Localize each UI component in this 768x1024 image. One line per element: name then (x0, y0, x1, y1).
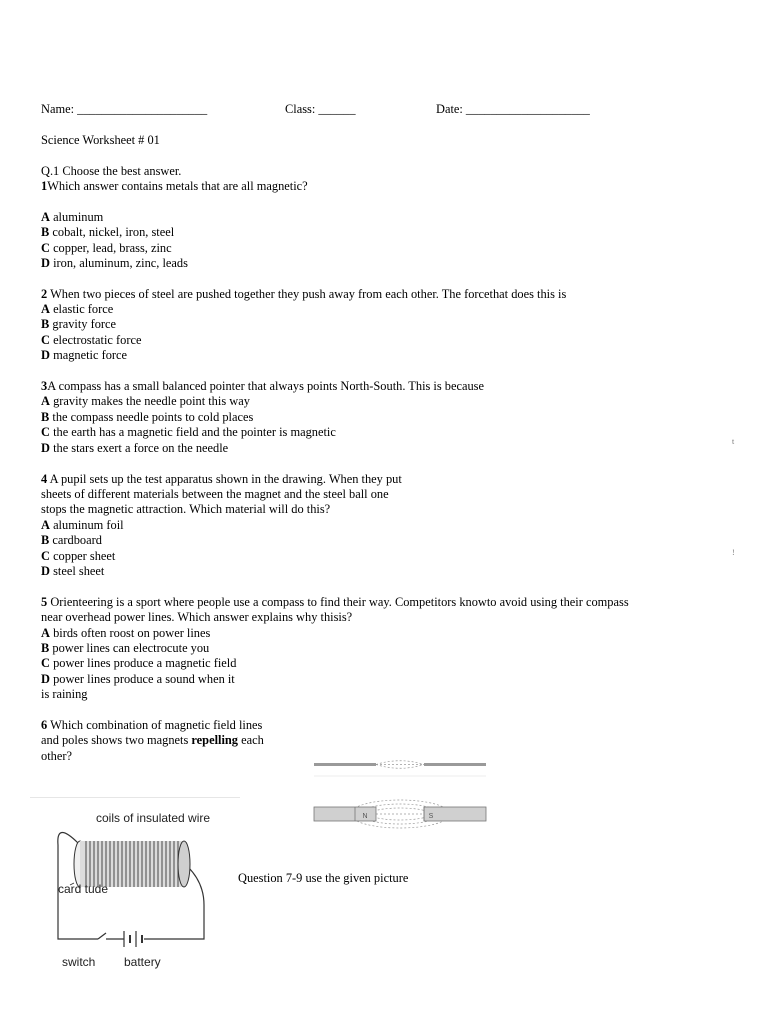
question-4-option-b: B cardboard (41, 533, 102, 547)
magnet-pair-thin-image (314, 760, 486, 780)
question-4-option-d: D steel sheet (41, 564, 105, 578)
question-1-option-d: D iron, aluminum, zinc, leads (41, 256, 188, 270)
question-1-option-c: C copper, lead, brass, zinc (41, 241, 172, 255)
question-4-option-c: C copper sheet (41, 549, 116, 563)
question-3-option-c: C the earth has a magnetic field and the pointer is magnetic (41, 425, 336, 439)
question-1-stem: 1Which answer contains metals that are all magnetic? (41, 179, 308, 193)
date-field-label: Date: ____________________ (436, 102, 590, 116)
question-3-option-d: D the stars exert a force on the needle (41, 441, 229, 455)
question-7-9-instruction: Question 7-9 use the given picture (238, 871, 409, 885)
question-5-option-b: B power lines can electrocute you (41, 641, 210, 655)
switch-label: switch (62, 955, 96, 969)
question-5-option-d-continued: is raining (41, 687, 88, 701)
question-6-stem-line-3: other? (41, 749, 72, 763)
question-2-stem: 2 When two pieces of steel are pushed together they push away from each other. The forcethat does this is (41, 287, 567, 301)
question-3-option-a: A gravity makes the needle point this way (41, 394, 250, 408)
magnet-pole-s-label: S (428, 813, 434, 820)
magnet-pole-n-label: N (362, 813, 368, 820)
worksheet-title: Science Worksheet # 01 (41, 133, 160, 147)
name-field-label: Name: _____________________ (41, 102, 208, 116)
question-4-stem-line-1: 4 A pupil sets up the test apparatus shown in the drawing. When they put (41, 472, 402, 486)
question-2-option-c: C electrostatic force (41, 333, 142, 347)
question-6-stem-line-2: and poles shows two magnets repelling each (41, 733, 264, 747)
question-2-option-a: A elastic force (41, 302, 114, 316)
question-6-stem-line-1: 6 Which combination of magnetic field lines (41, 718, 263, 732)
question-3-stem: 3A compass has a small balanced pointer that always points North-South. This is because (41, 379, 485, 393)
question-5-option-a: A birds often roost on power lines (41, 626, 211, 640)
question-1-option-a: A aluminum (41, 210, 104, 224)
magnet-pair-labelled-image (314, 798, 486, 830)
question-2-option-b: B gravity force (41, 317, 117, 331)
question-5-stem-line-1: 5 Orienteering is a sport where people use a compass to find their way. Competitors knowto avoid using their compass (41, 595, 629, 609)
question-4-stem-line-3: stops the magnetic attraction. Which material will do this? (41, 502, 331, 516)
class-field-label: Class: ______ (285, 102, 356, 116)
section-heading: Q.1 Choose the best answer. (41, 164, 182, 178)
coil-label: coils of insulated wire (96, 811, 211, 825)
card-tube-label: card tude (58, 882, 109, 896)
margin-mark: t (732, 437, 735, 446)
question-5-option-d: D power lines produce a sound when it (41, 672, 235, 686)
margin-mark: ! (732, 548, 735, 557)
question-4-option-a: A aluminum foil (41, 518, 124, 532)
question-5-stem-line-2: near overhead power lines. Which answer explains why thisis? (41, 610, 353, 624)
question-2-option-d: D magnetic force (41, 348, 128, 362)
question-3-option-b: B the compass needle points to cold places (41, 410, 254, 424)
battery-label: battery (124, 955, 161, 969)
question-4-stem-line-2: sheets of different materials between the magnet and the steel ball one (41, 487, 389, 501)
question-1-option-b: B cobalt, nickel, iron, steel (41, 225, 175, 239)
divider (30, 797, 240, 798)
question-5-option-c: C power lines produce a magnetic field (41, 656, 237, 670)
